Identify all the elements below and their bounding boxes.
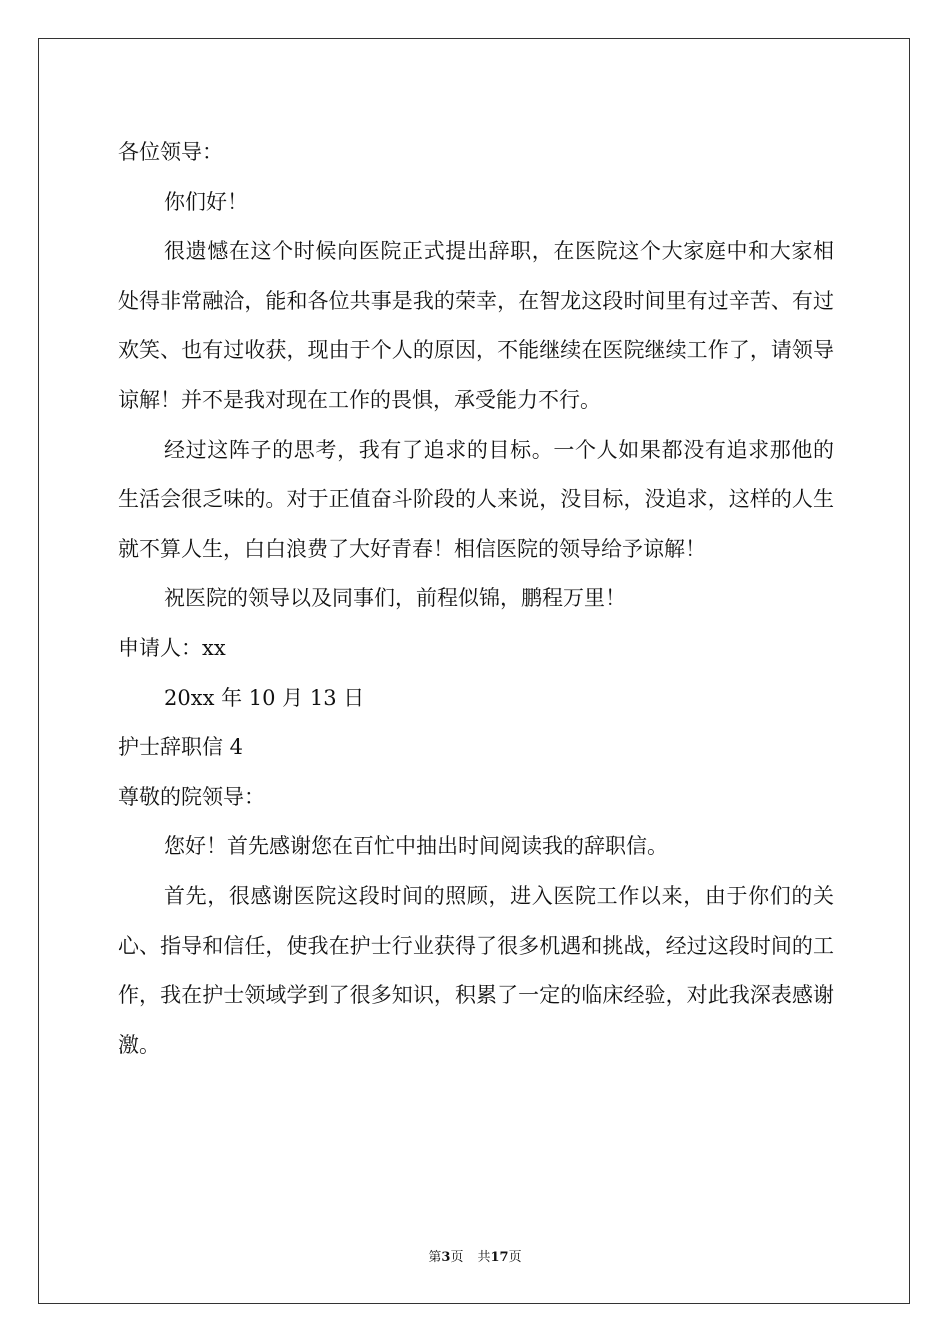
- page-suffix: 页: [450, 1250, 464, 1265]
- total-prefix: 共: [477, 1250, 491, 1265]
- document-body: [118, 128, 834, 1070]
- paragraph: 首先，很感谢医院这段时间的照顾，进入医院工作以来，由于你们的关心、指导和信任，使我在护士行业获得了很多机遇和挑战，经过这段时间的工作，我在护士领域学到了很多知识，积累了一定的临床经验，对此我深表感谢激。: [118, 883, 834, 1057]
- closing-line: 祝医院的领导以及同事们，前程似锦，鹏程万里！: [164, 586, 626, 611]
- paragraph: 经过这阵子的思考，我有了追求的目标。一个人如果都没有追求那他的生活会很乏味的。对于正值奋斗阶段的人来说，没目标，没追求，这样的人生就不算人生，白白浪费了大好青春！相信医院的领导给予谅解！: [118, 437, 834, 561]
- salutation: 各位领导：: [118, 140, 223, 164]
- salutation: 尊敬的院领导：: [118, 784, 265, 809]
- letter-date: 20xx 年 10 月 13 日: [164, 685, 365, 710]
- page-number: 3: [441, 1250, 451, 1265]
- greeting: 您好！首先感谢您在百忙中抽出时间阅读我的辞职信。: [164, 834, 668, 859]
- applicant-signature: 申请人：xx: [118, 635, 226, 660]
- paragraph: 很遗憾在这个时候向医院正式提出辞职，在医院这个大家庭中和大家相处得非常融洽，能和各位共事是我的荣幸，在智龙这段时间里有过辛苦、有过欢笑、也有过收获，现由于个人的原因，不能继续在医院继续工作了，请领导谅解！并不是我对现在工作的畏惧，承受能力不行。: [118, 239, 834, 412]
- total-pages: 17: [490, 1250, 509, 1265]
- section-title: 护士辞职信 4: [118, 735, 244, 760]
- total-suffix: 页: [508, 1250, 522, 1265]
- page-prefix: 第: [428, 1250, 442, 1265]
- page-footer: [0, 1246, 950, 1265]
- greeting: 你们好！: [164, 189, 248, 214]
